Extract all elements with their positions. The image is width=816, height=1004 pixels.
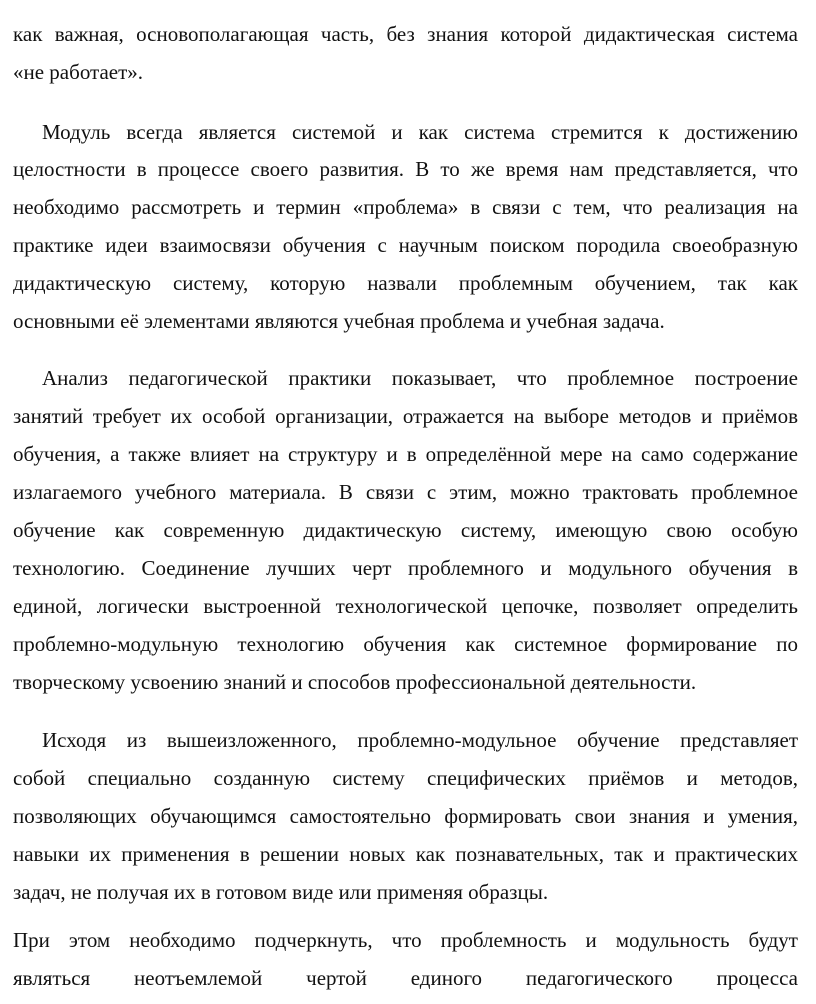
text-line: собой специально созданную систему специфических приёмов и методов, bbox=[13, 766, 798, 790]
text-line: необходимо рассмотреть и термин «проблема» в связи с тем, что реализация на bbox=[13, 195, 798, 219]
text-line: дидактическую систему, которую назвали проблемным обучением, так как bbox=[13, 271, 798, 295]
text-line: основными её элементами являются учебная проблема и учебная задача. bbox=[13, 309, 665, 333]
text-line: излагаемого учебного материала. В связи с этим, можно трактовать проблемное bbox=[13, 480, 798, 504]
text-line: занятий требует их особой организации, отражается на выборе методов и приёмов bbox=[13, 404, 798, 428]
text-line: проблемно-модульную технологию обучения как системное формирование по bbox=[13, 632, 798, 656]
text-line: обучение как современную дидактическую систему, имеющую свою особую bbox=[13, 518, 798, 542]
text-line: Исходя из вышеизложенного, проблемно-модульное обучение представляет bbox=[42, 728, 798, 752]
text-line: обучения, а также влияет на структуру и в определённой мере на само содержание bbox=[13, 442, 798, 466]
text-line: технологию. Соединение лучших черт проблемного и модульного обучения в bbox=[13, 556, 798, 580]
text-line: творческому усвоению знаний и способов профессиональной деятельности. bbox=[13, 670, 697, 694]
text-line: навыки их применения в решении новых как познавательных, так и практических bbox=[13, 842, 798, 866]
text-line: задач, не получая их в готовом виде или применяя образцы. bbox=[13, 880, 549, 904]
text-line: целостности в процессе своего развития. В то же время нам представляется, что bbox=[13, 157, 798, 181]
text-line: единой, логически выстроенной технологической цепочке, позволяет определить bbox=[13, 594, 798, 618]
text-line: «не работает». bbox=[13, 60, 144, 84]
text-line: являться неотъемлемой чертой единого педагогического процесса bbox=[13, 966, 798, 990]
text-line: Анализ педагогической практики показывает, что проблемное построение bbox=[42, 366, 798, 390]
text-line: практике идеи взаимосвязи обучения с научным поиском породила своеобразную bbox=[13, 233, 798, 257]
text-line: позволяющих обучающимся самостоятельно формировать свои знания и умения, bbox=[13, 804, 798, 828]
text-line: как важная, основополагающая часть, без знания которой дидактическая система bbox=[13, 22, 798, 46]
text-line: При этом необходимо подчеркнуть, что проблемность и модульность будут bbox=[13, 928, 798, 952]
text-line: Модуль всегда является системой и как система стремится к достижению bbox=[42, 120, 798, 144]
